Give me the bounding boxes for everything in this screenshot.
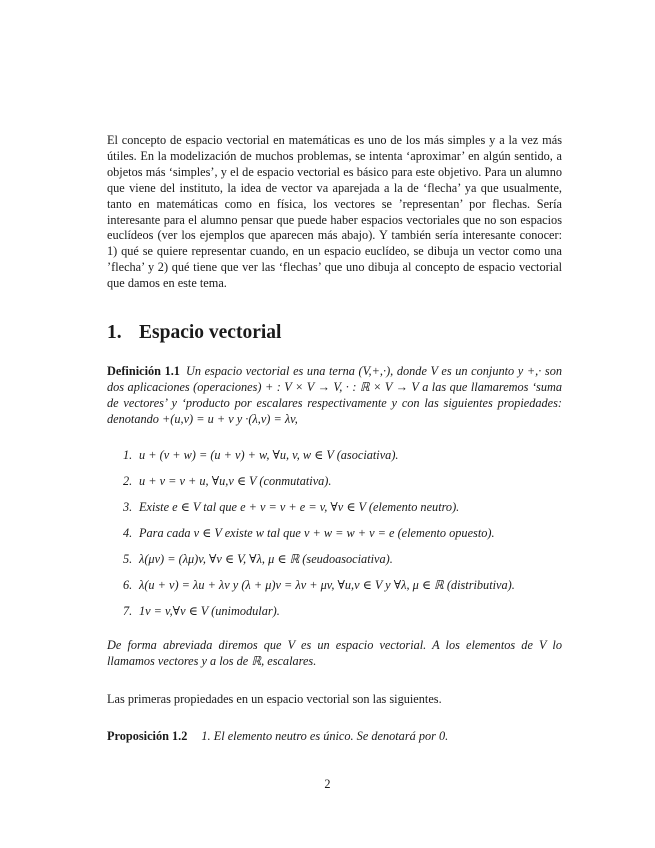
section-title: Espacio vectorial: [139, 322, 282, 343]
intro-paragraph: El concepto de espacio vectorial en matemáticas es uno de los más simples y a la vez más útiles. En la modelización de muchos problemas, se intenta ‘aproximar’ en algún sentido, a objetos más ‘simples’, y el de espacio vectorial es básico para este objetivo. Para un alumno que viene del instituto, la idea de vector va aparejada a la de ‘flecha’ ya que usualmente, tanto en matemáticas como en física, los vectores se ’representan’ por flechas. Sería interesante para el alumno pensar que puede haber espacios vectoriales que no son espacios euclídeos (ver los ejemplos que aparecen más abajo). Y también sería interesante conocer: 1) qué se quiere representar cuando, en un espacio euclídeo, se dibuja un vector como una ’flecha’ y 2) qué tiene que ver las ‘flechas’ que uno dibuja al concepto de espacio vectorial que damos en este tema.: [107, 133, 562, 291]
list-item: [123, 499, 563, 525]
item-number: 4.: [123, 526, 133, 540]
proposition-block: [107, 729, 562, 744]
definition-text: Un espacio vectorial es una terna (V,+,·), donde V es un conjunto y +,· son dos aplicaciones (operaciones) + : V × V → V, · : ℝ × V → V a las que llamaremos ‘suma de vectores’ y ‘producto por escalares respectivamente y con las siguientes propiedades: denotando +(u,v) = u + v y ·(λ,v) = λv,: [107, 364, 562, 426]
item-text: λ(μv) = (λμ)v, ∀v ∈ V, ∀λ, μ ∈ ℝ (seudoasociativa).: [139, 552, 393, 566]
item-text: Existe e ∈ V tal que e + v = v + e = v, ∀v ∈ V (elemento neutro).: [139, 500, 460, 514]
list-item: [123, 525, 563, 551]
list-item: [123, 447, 563, 473]
properties-list: [123, 447, 563, 629]
list-item: [123, 603, 563, 629]
item-number: 6.: [123, 578, 133, 592]
list-item: [123, 577, 563, 603]
properties-intro: Las primeras propiedades en un espacio vectorial son las siguientes.: [107, 692, 442, 706]
proposition-label: Proposición 1.2: [107, 729, 188, 743]
list-item: [123, 551, 563, 577]
item-number: 7.: [123, 604, 133, 618]
item-number: 2.: [123, 474, 133, 488]
list-item: [123, 473, 563, 499]
section-heading: [107, 322, 281, 344]
definition-block: [107, 364, 562, 428]
section-number: 1.: [107, 322, 122, 343]
item-number: 1.: [123, 448, 133, 462]
proposition-item: 1. El elemento neutro es único. Se denotará por 0.: [201, 729, 449, 743]
page-body: [107, 133, 562, 292]
definition-label: Definición 1.1: [107, 364, 180, 378]
item-number: 5.: [123, 552, 133, 566]
page-number: 2: [324, 777, 331, 791]
item-text: λ(u + v) = λu + λv y (λ + μ)v = λv + μv, ∀u,v ∈ V y ∀λ, μ ∈ ℝ (distributiva).: [139, 578, 515, 592]
item-text: u + (v + w) = (u + v) + w, ∀u, v, w ∈ V (asociativa).: [139, 448, 399, 462]
item-text: Para cada v ∈ V existe w tal que v + w = w + v = e (elemento opuesto).: [139, 526, 495, 540]
summary-paragraph: De forma abreviada diremos que V es un espacio vectorial. A los elementos de V lo llamamos vectores y a los de ℝ, escalares.: [107, 638, 562, 668]
item-text: 1v = v,∀v ∈ V (unimodular).: [139, 604, 280, 618]
item-text: u + v = v + u, ∀u,v ∈ V (conmutativa).: [139, 474, 332, 488]
item-number: 3.: [123, 500, 133, 514]
